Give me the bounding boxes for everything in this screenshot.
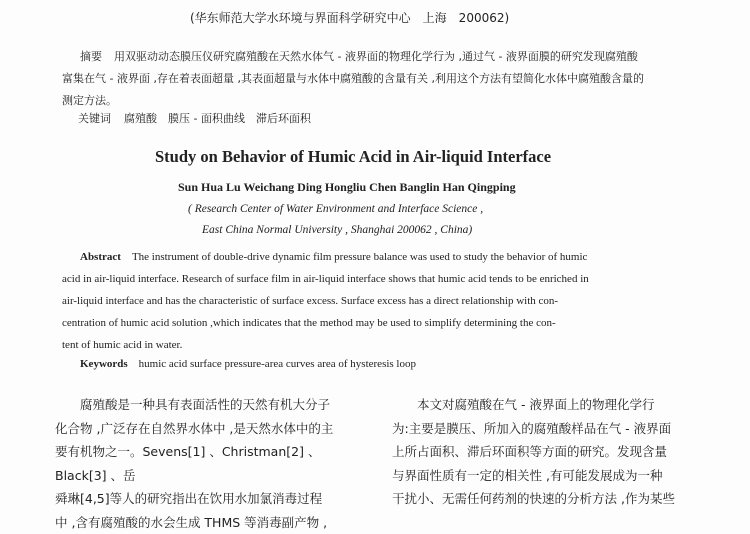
body-line: 中 ,含有腐殖酸的水会生成 THMS 等消毒副产物 ,	[55, 511, 355, 534]
body-line: 腐殖酸是一种具有表面活性的天然有机大分子	[55, 393, 355, 417]
abstract-en-line: centration of humic acid solution ,which indicates that the method may be used to simplify determining the con-	[62, 317, 662, 329]
abstract-en-line: The instrument of double-drive dynamic film pressure balance was used to study the behavior of humic	[132, 251, 587, 263]
body-line: 上所占面积、滞后环面积等方面的研究。发现含量	[392, 440, 692, 464]
body-line: 化合物 ,广泛存在自然界水体中 ,是天然水体中的主	[55, 417, 355, 441]
body-line: 要有机物之一。Sevens[1] 、Christman[2] 、Black[3] 、岳	[55, 440, 355, 487]
body-line: 与界面性质有一定的相关性 ,有可能发展成为一种	[392, 464, 692, 488]
body-line: 干扰小、无需任何药剂的快速的分析方法 ,作为某些	[392, 487, 692, 511]
abstract-en-line: tent of humic acid in water.	[62, 339, 662, 351]
abstract-en-line: acid in air-liquid interface. Research of surface film in air-liquid interface shows that humic acid tends to be enriched in	[62, 273, 662, 285]
body-line: 为:主要是膜压、所加入的腐殖酸样品在气 - 液界面	[392, 417, 692, 441]
abstract-en-label: Abstract	[80, 251, 121, 263]
keywords-cn: 腐殖酸 膜压 - 面积曲线 滞后环面积	[124, 110, 311, 126]
abstract-cn-label: 摘要	[80, 48, 102, 64]
keywords-en-label: Keywords	[80, 358, 128, 370]
keywords-cn-label: 关键词	[78, 110, 111, 126]
abstract-cn-line: 测定方法。	[62, 92, 117, 108]
body-left-column	[55, 393, 355, 534]
affiliation-en-line: East China Normal University , Shanghai 200062 , China)	[202, 224, 472, 236]
title-en: Study on Behavior of Humic Acid in Air-liquid Interface	[155, 147, 551, 167]
body-right-column	[392, 393, 692, 511]
body-line: 舜琳[4,5]等人的研究指出在饮用水加氯消毒过程	[55, 487, 355, 511]
abstract-cn-line: 用双驱动动态膜压仪研究腐殖酸在天然水体气 - 液界面的物理化学行为 ,通过气 - 液界面膜的研究发现腐殖酸	[114, 48, 638, 64]
affiliation-cn: (华东师范大学水环境与界面科学研究中心 上海 200062)	[190, 9, 509, 26]
abstract-cn-line: 富集在气 - 液界面 ,存在着表面超量 ,其表面超量与水体中腐殖酸的含量有关 ,利用这个方法有望简化水体中腐殖酸含量的	[62, 70, 644, 86]
body-line: 本文对腐殖酸在气 - 液界面上的物理化学行	[392, 393, 692, 417]
affiliation-en-line: ( Research Center of Water Environment and Interface Science ,	[188, 203, 483, 215]
abstract-en-line: air-liquid interface and has the characteristic of surface excess. Surface excess has a direct relationship with con-	[62, 295, 662, 307]
authors-en: Sun Hua Lu Weichang Ding Hongliu Chen Banglin Han Qingping	[178, 180, 516, 195]
keywords-en: humic acid surface pressure-area curves area of hysteresis loop	[139, 358, 416, 370]
